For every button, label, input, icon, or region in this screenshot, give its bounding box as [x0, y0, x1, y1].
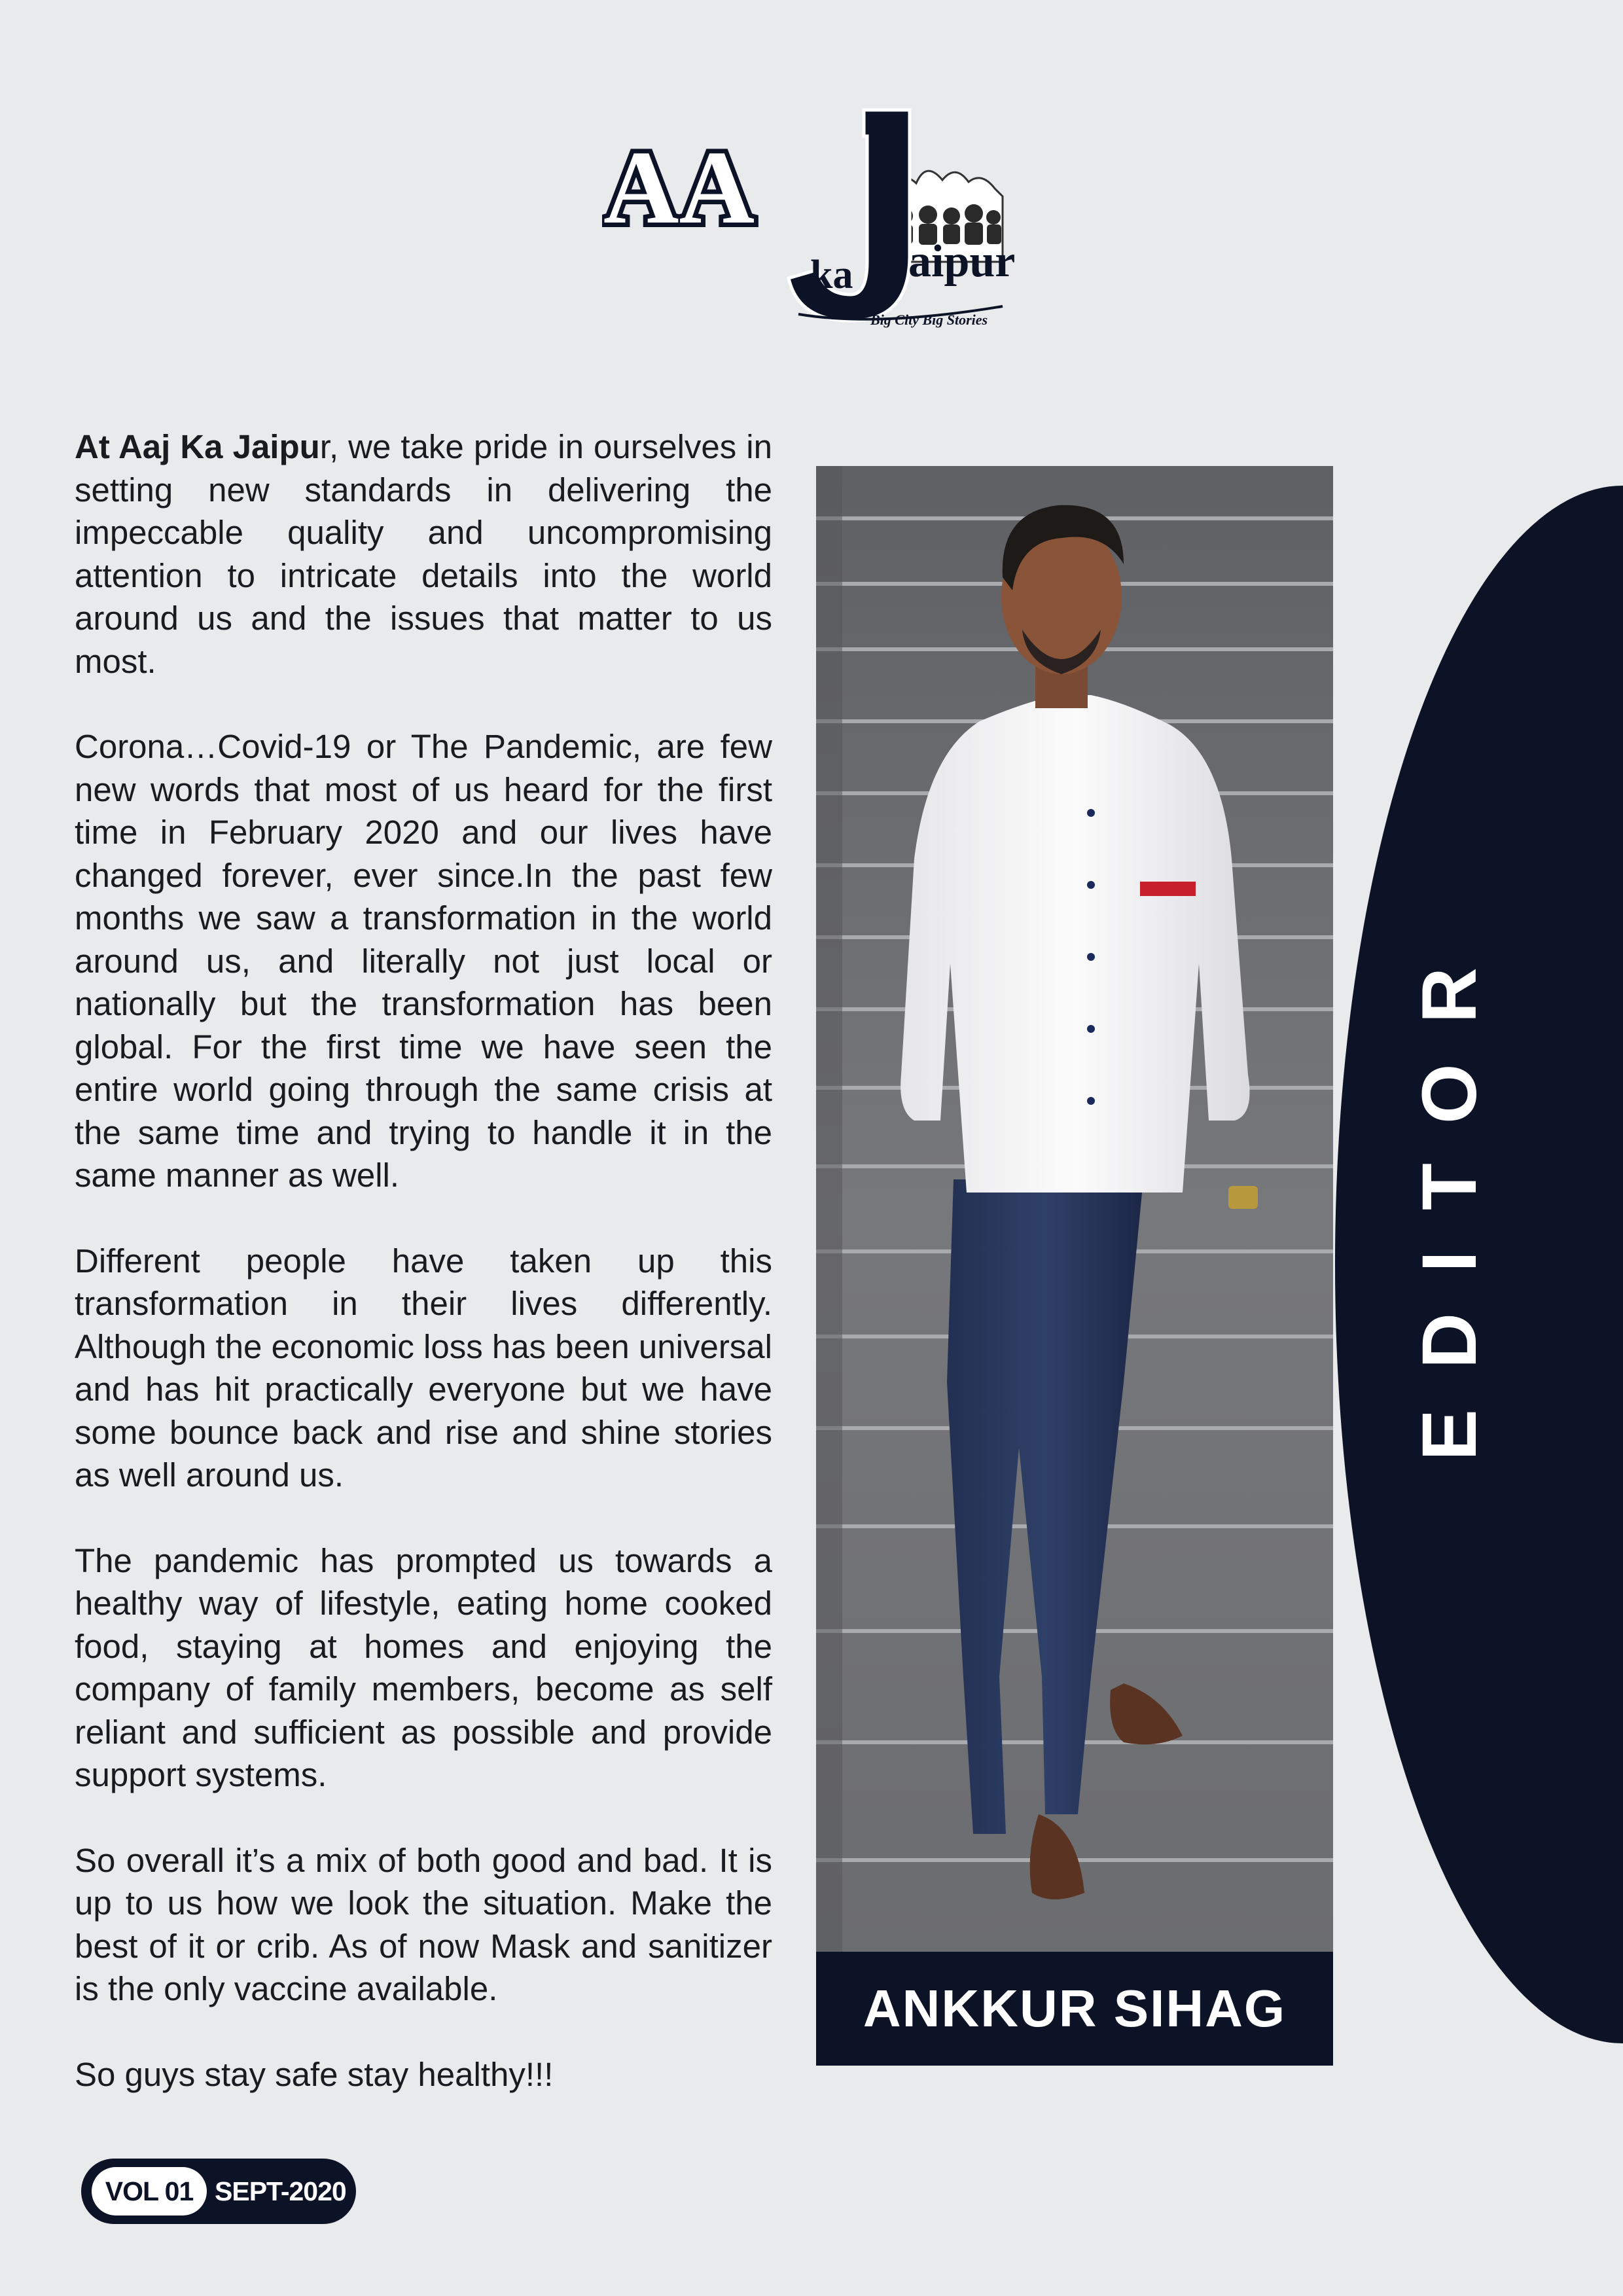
issue-volume-badge — [81, 2159, 356, 2224]
logo-aaj-outline: AA — [603, 129, 755, 245]
editorial-article — [75, 425, 772, 2096]
issue-date: SEPT-2020 — [215, 2176, 346, 2206]
wristwatch — [1228, 1186, 1258, 1209]
editor-vertical-label — [1407, 857, 1492, 1571]
article-paragraph: The pandemic has prompted us towards a healthy way of lifestyle, eating home cooked food, staying at homes and enjoying the company of family members, become as self reliant and sufficient as possible and provide support systems. — [75, 1541, 772, 1793]
logo-tagline: Big City Big Stories — [870, 312, 988, 328]
logo-aipur-text: aipur — [908, 236, 1016, 287]
article-paragraph: So overall it’s a mix of both good and bad. It is up to us how we look the situation. Make the best of it or crib. As of now Mask and sanitizer is the only vaccine available. — [75, 1841, 772, 2007]
article-lead-paragraph — [75, 425, 772, 683]
article-closing-line: So guys stay safe stay healthy!!! — [75, 2055, 554, 2093]
editor-name: ANKKUR SIHAG — [863, 1979, 1287, 2037]
pocket-badge — [1140, 882, 1196, 896]
editor-name-plate — [816, 1952, 1333, 2066]
logo-ka-text: ka — [810, 253, 853, 297]
volume-number: VOL 01 — [92, 2167, 207, 2215]
article-paragraph: Corona…Covid-19 or The Pandemic, are few new words that most of us heard for the first time in February 2020 and our lives have changed forever, ever since.In the past few months we saw a transformation in the world around us, and literally not just local or nationally but the transformation has been global. For the first time we have seen the entire world going through the same crisis at the same time and trying to handle it in the same manner as well. — [75, 728, 772, 1194]
article-paragraph: Different people have taken up this transformation in their lives differently. Although the economic loss has been universal and has hit practically everyone but we have some bounce back and rise and shine stories as well around us. — [75, 1242, 772, 1494]
magazine-logo — [602, 98, 1021, 347]
article-lead-rest: r, we take pride in ourselves in setting new standards in delivering the impeccable quality and uncompromising attention to intricate details into the world around us and the issues that matter to us most. — [75, 428, 772, 680]
article-lead-bold: At Aaj Ka Jaipu — [75, 428, 320, 465]
editor-photo — [816, 466, 1333, 1952]
editor-label-text: EDITOR — [1406, 927, 1493, 1461]
